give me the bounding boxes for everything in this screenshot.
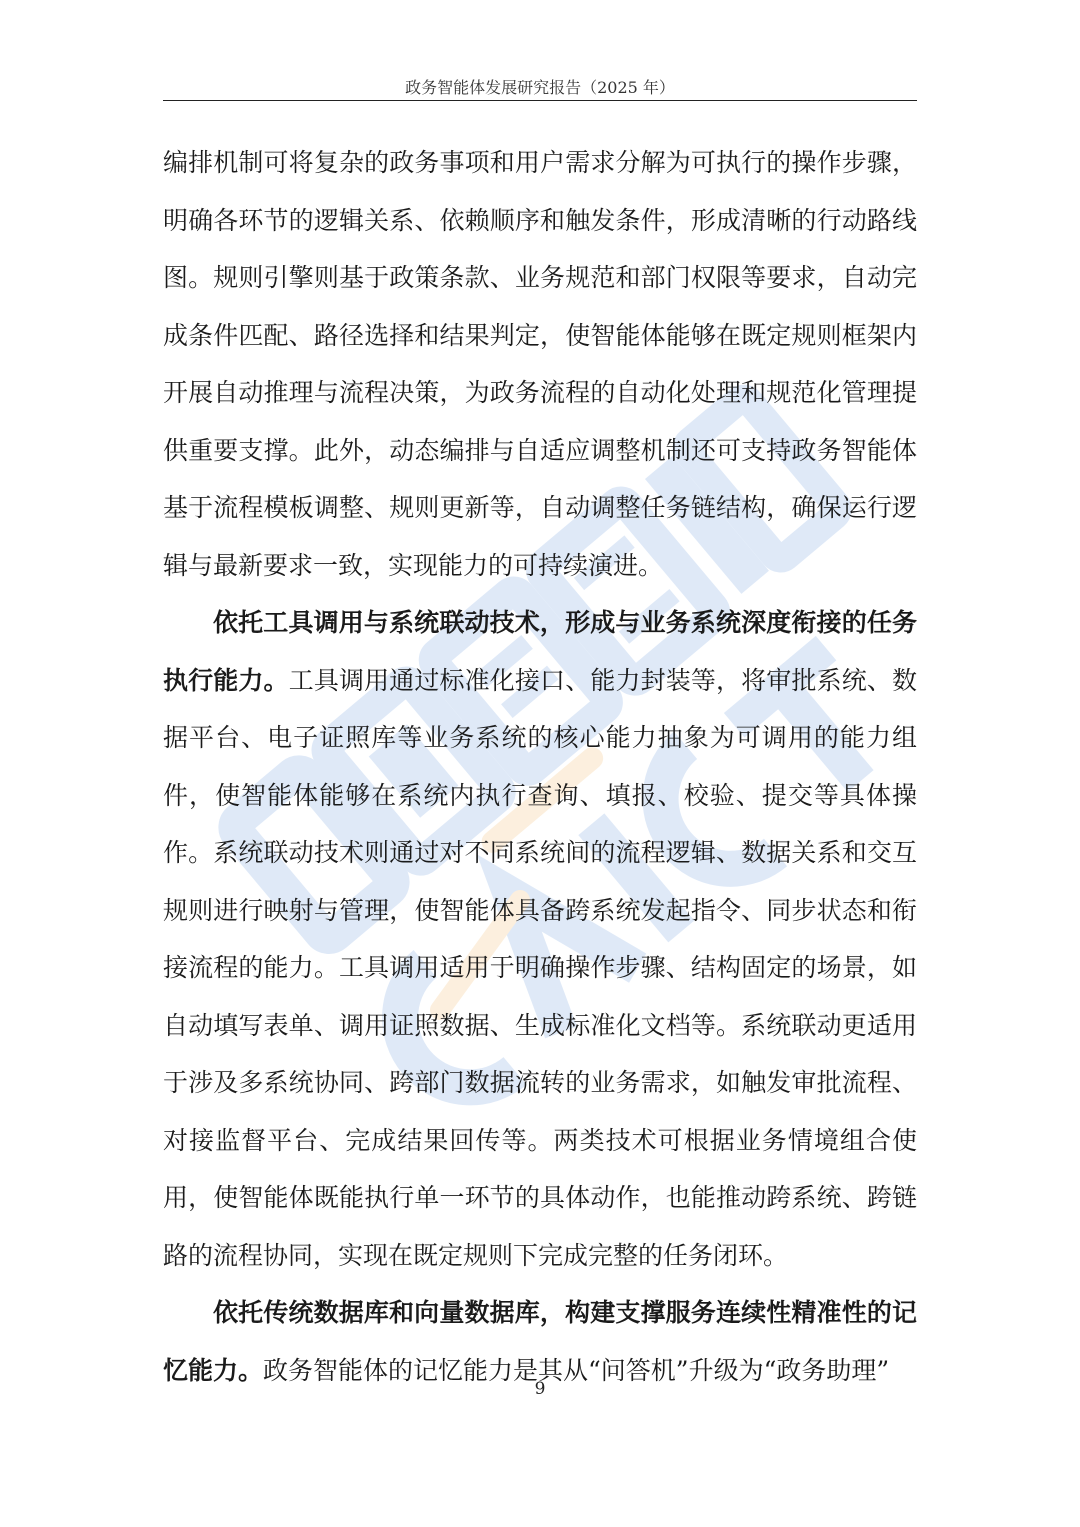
running-header: 政务智能体发展研究报告（2025 年） — [405, 78, 675, 97]
paragraph-tool-invocation — [163, 594, 917, 1284]
paragraph-text: 工具调用通过标准化接口、能力封装等，将审批系统、数据平台、电子证照库等业务系统的核心能力抽象为可调用的能力组件，使智能体能够在系统内执行查询、填报、校验、提交等具体操作。系统联动技术则通过对不同系统间的流程逻辑、数据关系和交互规则进行映射与管理，使智能体具备跨系统发起指令、同步状态和衔接流程的能力。工具调用适用于明确操作步骤、结构固定的场景，如自动填写表单、调用证照数据、生成标准化文档等。系统联动更适用于涉及多系统协同、跨部门数据流转的业务需求，如触发审批流程、对接监督平台、完成结果回传等。两类技术可根据业务情境组合使用，使智能体既能执行单一环节的具体动作，也能推动跨系统、跨链路的流程协同，实现在既定规则下完成完整的任务闭环。 — [163, 665, 917, 1270]
page-number: 9 — [534, 1379, 546, 1399]
paragraph-continued — [163, 134, 917, 594]
body-text — [163, 134, 917, 1399]
paragraph-lead-heading: 依托传统数据库和向量数据库，构建支撑服务连续性精准性的记忆能力。 — [163, 1298, 917, 1385]
paragraph-text: 编排机制可将复杂的政务事项和用户需求分解为可执行的操作步骤，明确各环节的逻辑关系、依赖顺序和触发条件，形成清晰的行动路线图。规则引擎则基于政策条款、业务规范和部门权限等要求，自动完成条件匹配、路径选择和结果判定，使智能体能够在既定规则框架内开展自动推理与流程决策，为政务流程的自动化处理和规范化管理提供重要支撑。此外，动态编排与自适应调整机制还可支持政务智能体基于流程模板调整、规则更新等，自动调整任务链结构，确保运行逻辑与最新要求一致，实现能力的可持续演进。 — [163, 148, 917, 580]
header-divider — [163, 100, 917, 101]
paragraph-lead-heading: 依托工具调用与系统联动技术，形成与业务系统深度衔接的任务执行能力。 — [163, 608, 917, 695]
paragraph-text: 政务智能体的记忆能力是其从“问答机”升级为“政务助理” — [263, 1355, 890, 1385]
